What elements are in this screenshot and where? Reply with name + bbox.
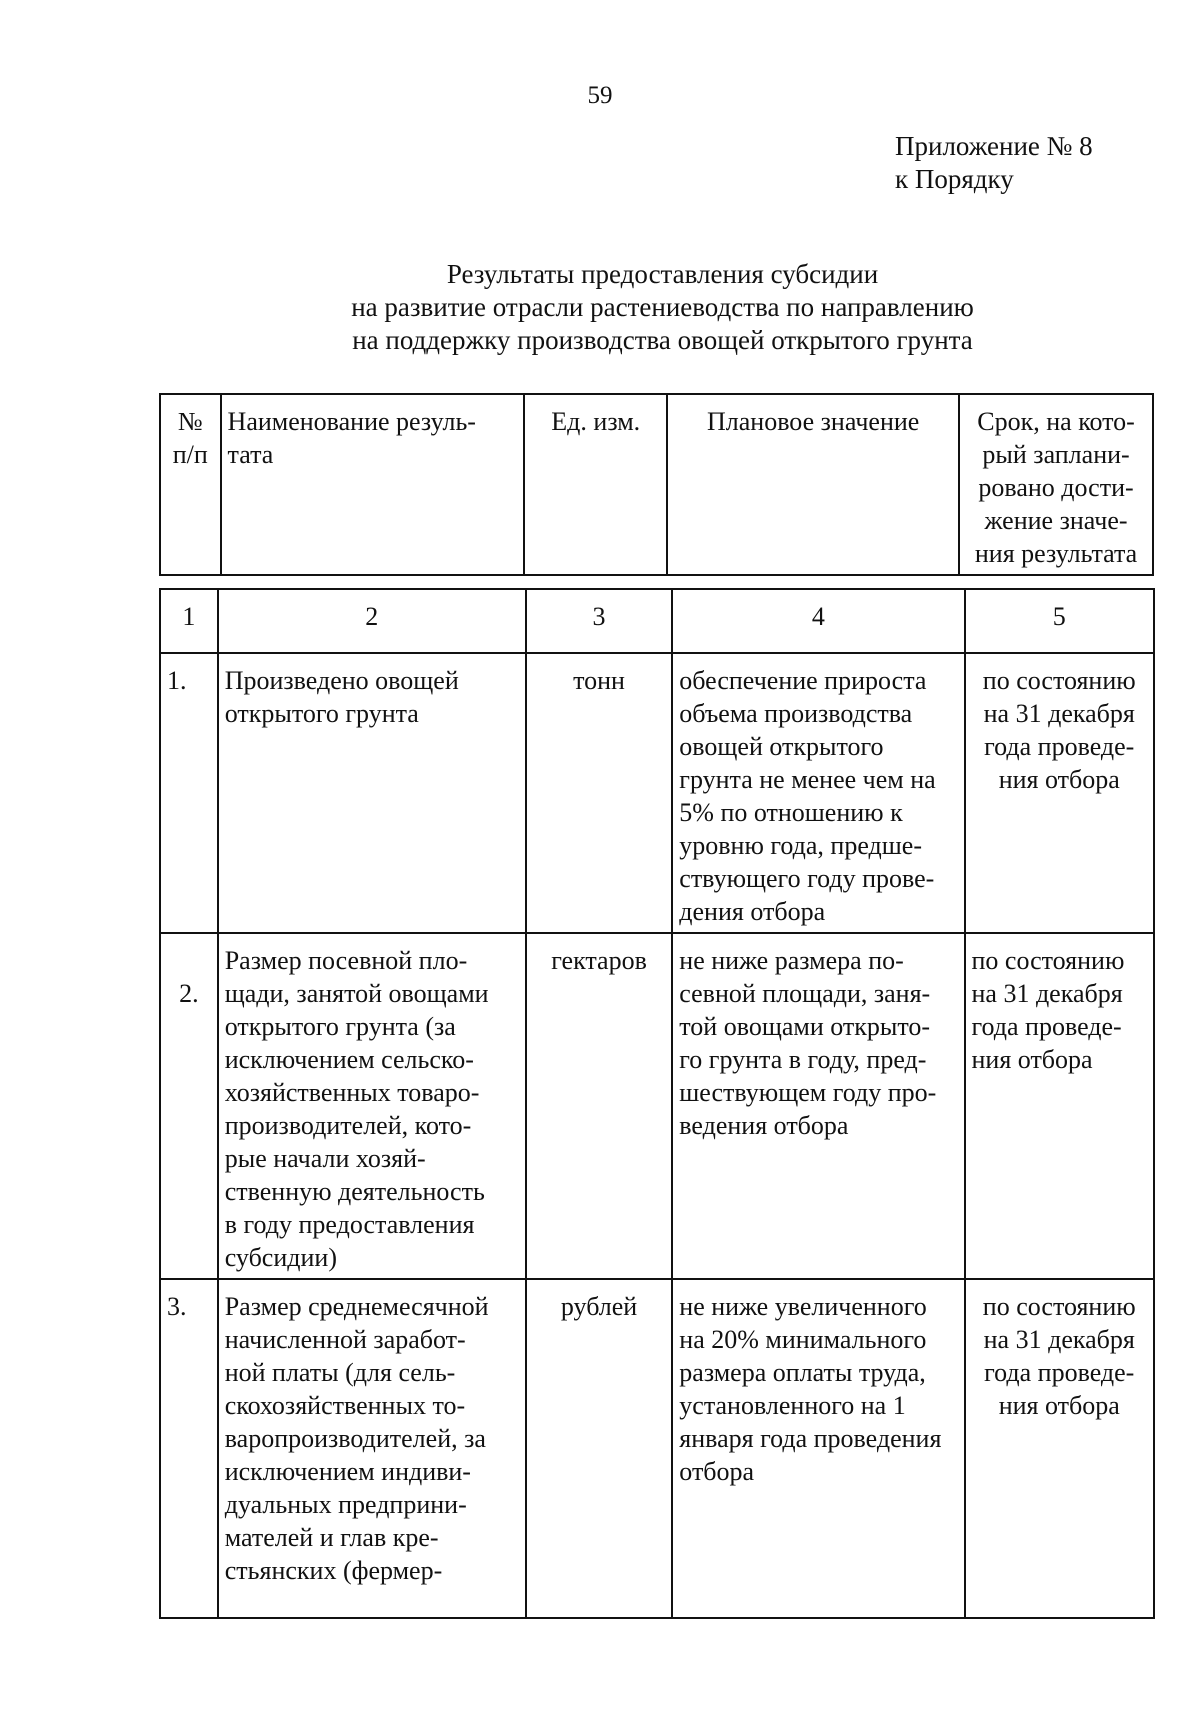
header-cell-term: Срок, на кото- рый заплани- ровано дости- жение значе- ния результата (959, 394, 1153, 575)
header-cell-number: № п/п (160, 394, 221, 575)
column-number: 1 (160, 589, 218, 653)
row-number-text: 2. (179, 979, 199, 1008)
result-name: Произведено овощей открытого грунта (218, 653, 526, 933)
column-number: 2 (218, 589, 526, 653)
table-body (159, 588, 1155, 1619)
header-cell-name: Наименование резуль- тата (221, 394, 525, 575)
title-line-2: на развитие отрасли растениеводства по направлению (351, 292, 974, 322)
appendix-reference (895, 130, 1093, 196)
page-number: 59 (587, 82, 613, 109)
appendix-line-1: Приложение № 8 (895, 131, 1093, 161)
row-number: 1. (160, 653, 218, 933)
title-line-1: Результаты предоставления субсидии (446, 259, 879, 289)
target-term: по состоянию на 31 декабря года проведе- ния отбора (965, 1279, 1155, 1618)
plan-value: не ниже размера по- севной площади, заня- той овощами открыто- го грунта в году, пред- шествующем году про- ведения отбора (672, 933, 964, 1279)
unit: гектаров (526, 933, 672, 1279)
plan-value: обеспечение прироста объема производства овощей открытого грунта не менее чем на 5% по отношению к уровню года, предше- ствующего году прове- дения отбора (672, 653, 964, 933)
target-term: по состоянию на 31 декабря года проведе- ния отбора (965, 933, 1155, 1279)
column-number: 5 (965, 589, 1155, 653)
header-cell-unit: Ед. изм. (524, 394, 667, 575)
header-cell-plan: Плановое значение (667, 394, 959, 575)
column-number-row (160, 589, 1154, 653)
unit: тонн (526, 653, 672, 933)
row-number: 3. (160, 1279, 218, 1618)
table-row (160, 933, 1154, 1279)
row-number (160, 933, 218, 1279)
table-row (160, 1279, 1154, 1618)
column-number: 3 (526, 589, 672, 653)
target-term: по состоянию на 31 декабря года проведе- ния отбора (965, 653, 1155, 933)
appendix-line-2: к Порядку (895, 164, 1014, 194)
title-line-3: на поддержку производства овощей открытого грунта (352, 325, 973, 355)
column-number: 4 (672, 589, 964, 653)
table-header (159, 393, 1154, 576)
plan-value: не ниже увеличенного на 20% минимального размера оплаты труда, установленного на 1 января года проведения отбора (672, 1279, 964, 1618)
result-name: Размер среднемесячной начисленной заработ- ной платы (для сель- скохозяйственных то- варопроизводителей, за исключением индиви- дуальных предприни- мателей и глав кре- стьянских (фермер- (218, 1279, 526, 1618)
document-title (0, 258, 1200, 357)
header-row (160, 394, 1153, 575)
unit: рублей (526, 1279, 672, 1618)
result-name: Размер посевной пло- щади, занятой овощами открытого грунта (за исключением сельско- хозяйственных товаро- производителей, кото- рые начали хозяй- ственную деятельность в году предоставления субсидии) (218, 933, 526, 1279)
table-row (160, 653, 1154, 933)
